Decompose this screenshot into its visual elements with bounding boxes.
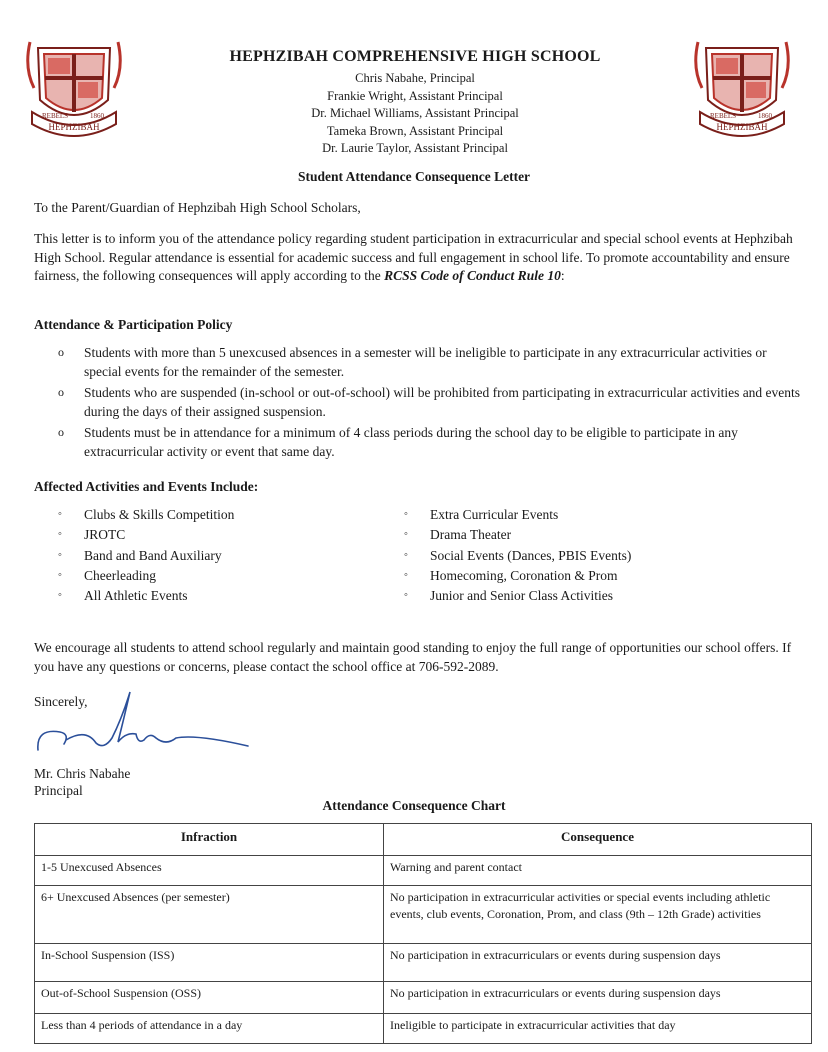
- closing-paragraph: We encourage all students to attend school regularly and maintain good standing to enjoy the full range of opportunities our school offers. If you have any questions or concerns, please contact the school office at 706-592-2089.: [34, 640, 792, 674]
- column-header: Consequence: [384, 824, 812, 856]
- rule-suffix: :: [560, 268, 565, 284]
- activity-label: Band and Band Auxiliary: [84, 547, 222, 563]
- staff-assistant-principal: Frankie Wright, Assistant Principal: [327, 88, 503, 103]
- list-item: [402, 546, 631, 566]
- infraction-cell: Less than 4 periods of attendance in a day: [35, 1014, 384, 1044]
- activity-label: Cheerleading: [84, 567, 156, 583]
- staff-assistant-principal: Tameka Brown, Assistant Principal: [326, 123, 504, 138]
- circle-bullet-icon: o: [58, 425, 64, 439]
- table-header-row: [35, 824, 812, 856]
- activities-list-right: [402, 505, 631, 606]
- sign-off: Sincerely,: [34, 694, 88, 709]
- crest-right-text: 1860: [90, 112, 104, 120]
- list-item: [34, 423, 804, 461]
- policy-text: Students who are suspended (in-school or out-of-school) will be prohibited from participating in extracurricular activities and events during the days of their assigned suspension.: [84, 385, 801, 419]
- staff-assistant-principal: Dr. Laurie Taylor, Assistant Principal: [322, 141, 508, 156]
- bullet-icon: ◦: [58, 528, 62, 541]
- infraction-cell: 1-5 Unexcused Absences: [35, 856, 384, 886]
- activities-heading: Affected Activities and Events Include:: [34, 479, 259, 494]
- activity-label: Clubs & Skills Competition: [84, 507, 235, 522]
- bullet-icon: ◦: [404, 508, 408, 520]
- consequence-cell: Warning and parent contact: [384, 856, 812, 886]
- consequence-cell: Ineligible to participate in extracurricular activities that day: [384, 1014, 812, 1044]
- crest-left-text: REBELS: [42, 112, 69, 120]
- signer-name: Mr. Chris Nabahe: [34, 766, 131, 781]
- list-item: [56, 546, 234, 566]
- bullet-icon: ◦: [58, 508, 62, 520]
- chart-title: Attendance Consequence Chart: [322, 798, 506, 813]
- school-crest-icon: [692, 38, 792, 144]
- bullet-icon: ◦: [58, 589, 62, 602]
- bullet-icon: ◦: [404, 528, 408, 541]
- rule-reference: RCSS Code of Conduct Rule 10: [384, 268, 561, 284]
- activity-label: Homecoming, Coronation & Prom: [430, 567, 618, 583]
- list-item: [402, 525, 631, 545]
- list-item: [402, 586, 631, 606]
- bullet-icon: ◦: [404, 589, 408, 602]
- list-item: [34, 383, 804, 421]
- staff-principal: Chris Nabahe, Principal: [355, 71, 475, 85]
- table-row: [35, 944, 812, 982]
- consequence-cell: No participation in extracurriculars or events during suspension days: [384, 982, 812, 1014]
- table-row: [35, 982, 812, 1014]
- infraction-cell: 6+ Unexcused Absences (per semester): [35, 886, 384, 944]
- policy-list: [34, 343, 804, 463]
- policy-text: Students with more than 5 unexcused absences in a semester will be ineligible to participate in any extracurricular activities or special events for the remainder of the semester.: [84, 345, 767, 379]
- activity-label: Extra Curricular Events: [430, 507, 559, 522]
- table-row: [35, 856, 812, 886]
- table-row: [35, 1014, 812, 1044]
- circle-bullet-icon: o: [58, 385, 64, 399]
- staff-list: [160, 70, 670, 158]
- consequence-cell: No participation in extracurricular activities or special events including athletic events, club events, Coronation, Prom, and class (9th – 12th Grade) activities: [384, 886, 812, 944]
- activities-list-left: [56, 505, 234, 606]
- crest-left-text: REBELS: [710, 112, 737, 120]
- attendance-consequence-table: [34, 823, 812, 1044]
- list-item: [34, 343, 804, 381]
- activity-label: JROTC: [84, 527, 126, 543]
- school-crest-icon: [24, 38, 124, 144]
- list-item: [402, 566, 631, 586]
- crest-bottom-text: HEPHZIBAH: [48, 122, 100, 132]
- letterhead: [160, 48, 670, 158]
- signer-title: Principal: [34, 783, 83, 798]
- signature-icon: [26, 688, 256, 768]
- list-item: [56, 525, 234, 545]
- activity-label: Junior and Senior Class Activities: [430, 588, 613, 604]
- policy-heading: Attendance & Participation Policy: [34, 317, 233, 332]
- staff-assistant-principal: Dr. Michael Williams, Assistant Principal: [311, 106, 519, 121]
- consequence-cell: No participation in extracurriculars or events during suspension days: [384, 944, 812, 982]
- list-item: [56, 586, 234, 606]
- activity-label: All Athletic Events: [84, 588, 188, 604]
- policy-text: Students must be in attendance for a minimum of 4 class periods during the school day to be eligible to participate in any extracurricular activity or event that same day.: [84, 425, 738, 459]
- intro-paragraph: [34, 230, 804, 286]
- bullet-icon: ◦: [58, 568, 62, 581]
- crest-right-text: 1860: [758, 112, 772, 120]
- bullet-icon: ◦: [58, 548, 62, 561]
- school-name: HEPHZIBAH COMPREHENSIVE HIGH SCHOOL: [229, 48, 601, 65]
- crest-bottom-text: HEPHZIBAH: [716, 122, 768, 132]
- bullet-icon: ◦: [404, 548, 408, 561]
- letter-title: Student Attendance Consequence Letter: [297, 169, 531, 184]
- bullet-icon: ◦: [404, 568, 408, 581]
- infraction-cell: In-School Suspension (ISS): [35, 944, 384, 982]
- activity-label: Social Events (Dances, PBIS Events): [430, 547, 632, 563]
- table-row: [35, 886, 812, 944]
- list-item: [402, 505, 631, 525]
- activity-label: Drama Theater: [430, 527, 512, 543]
- column-header: Infraction: [35, 824, 384, 856]
- list-item: [56, 505, 234, 525]
- list-item: [56, 566, 234, 586]
- circle-bullet-icon: o: [58, 345, 64, 359]
- infraction-cell: Out-of-School Suspension (OSS): [35, 982, 384, 1014]
- salutation: To the Parent/Guardian of Hephzibah High School Scholars,: [34, 200, 361, 215]
- intro-text: This letter is to inform you of the attendance policy regarding student participation in extracurricular and special school events at Hephzibah High School. Regular attendance is essential for academic success and full engagement in school life. To promote accountability and ensure fairness, the following consequences will apply according to the: [34, 231, 793, 284]
